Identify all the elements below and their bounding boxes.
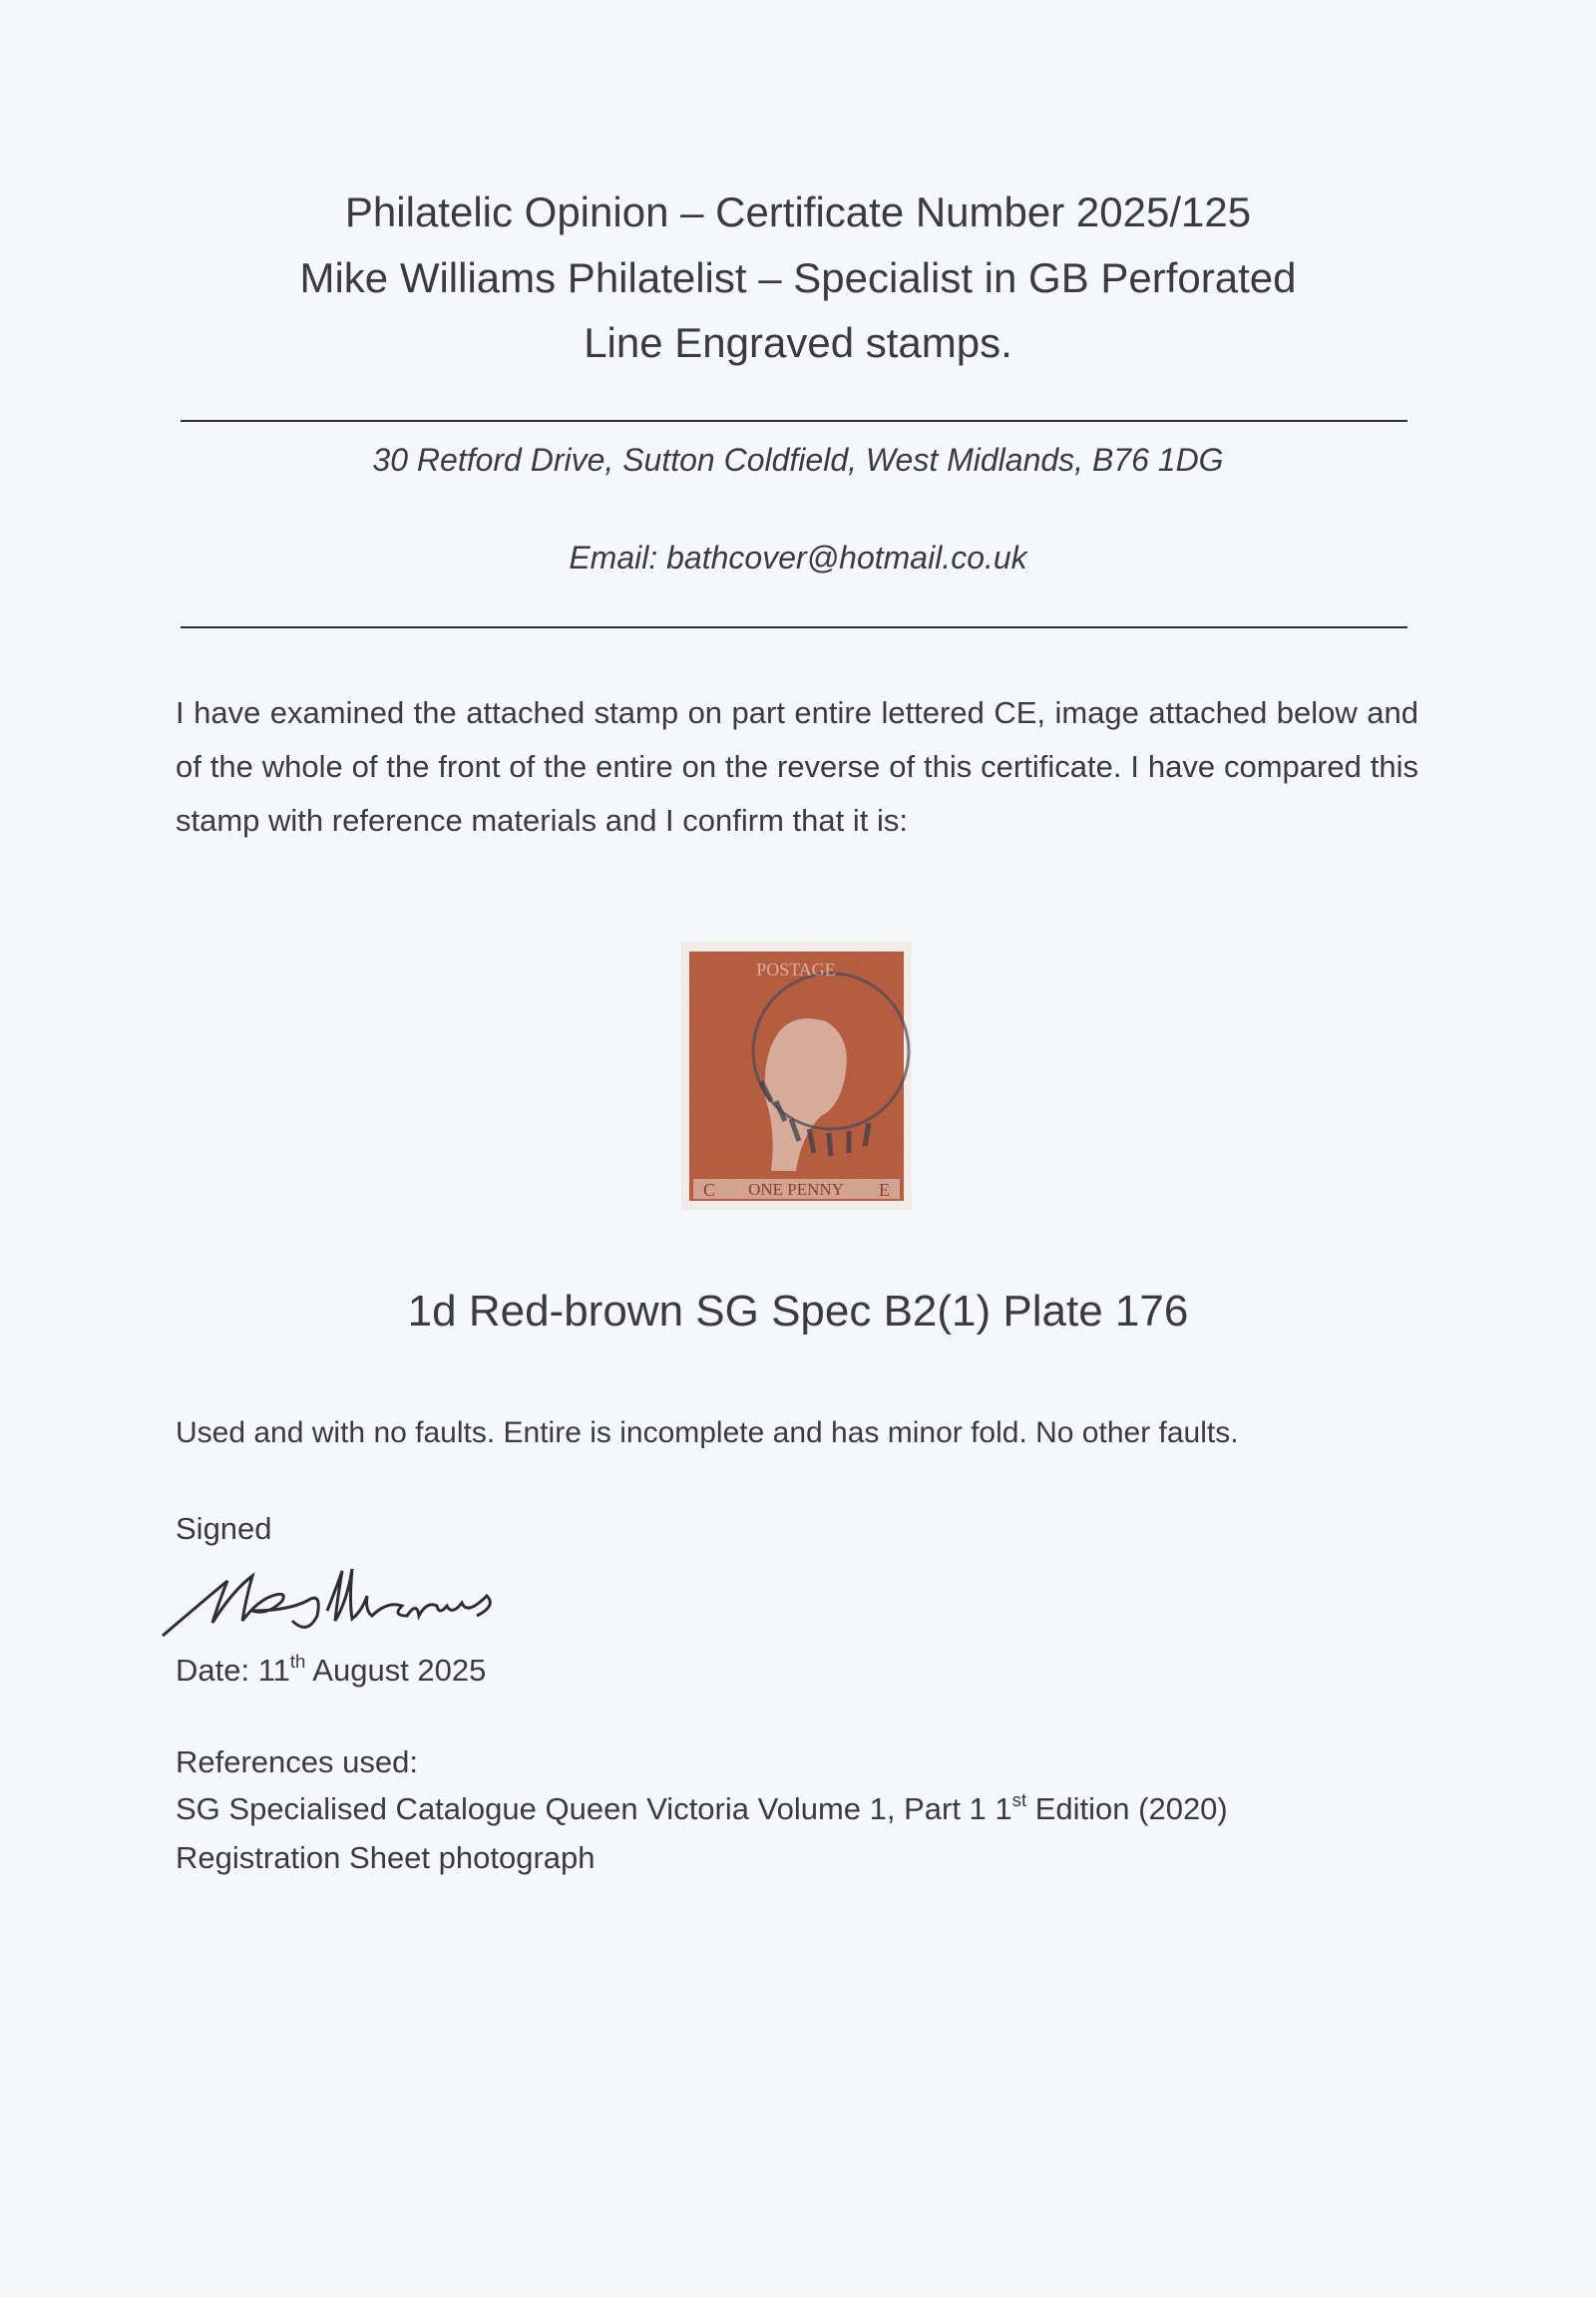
- issuer-specialty: Line Engraved stamps.: [584, 319, 1012, 366]
- opinion-heading: 1d Red-brown SG Spec B2(1) Plate 176: [407, 1287, 1189, 1336]
- reference-catalogue-title: SG Specialised Catalogue Queen Victoria Volume 1, Part 1 1: [176, 1791, 1012, 1826]
- reference-registration: Registration Sheet photograph: [176, 1840, 596, 1875]
- divider-bottom: [181, 626, 1407, 628]
- intro-paragraph: I have examined the attached stamp on part entire lettered CE, image attached below and of the whole of the front of the entire on the reverse of this certificate. I have compared this stamp with reference materials and I confirm that it is:: [176, 695, 1418, 838]
- date-suffix: th: [289, 1650, 306, 1672]
- issuer-line: Mike Williams Philatelist – Specialist in GB Perforated: [299, 254, 1297, 301]
- references-label: References used:: [176, 1744, 418, 1779]
- reference-edition: Edition (2020): [1026, 1791, 1228, 1826]
- divider-top: [181, 420, 1407, 422]
- date-rest: August 2025: [305, 1653, 487, 1688]
- date: [176, 1650, 487, 1689]
- date-day: Date: 11: [176, 1653, 290, 1688]
- reference-sup: st: [1011, 1788, 1027, 1810]
- stamp-top-text: POSTAGE: [756, 959, 836, 979]
- email: Email: bathcover@hotmail.co.uk: [569, 540, 1027, 575]
- certificate-title: Philatelic Opinion – Certificate Number 2025/125: [344, 189, 1252, 235]
- condition-statement: Used and with no faults. Entire is incomplete and has minor fold. No other faults.: [176, 1416, 1239, 1449]
- stamp-image: [681, 942, 912, 1210]
- stamp-bottom-text: ONE PENNY: [748, 1180, 844, 1199]
- signature: [158, 1561, 547, 1646]
- address: 30 Retford Drive, Sutton Coldfield, West Midlands, B76 1DG: [372, 442, 1224, 478]
- stamp-letter-right: E: [879, 1180, 890, 1200]
- signed-label: Signed: [176, 1511, 272, 1546]
- stamp-letter-left: C: [703, 1180, 716, 1200]
- reference-catalogue: [176, 1788, 1228, 1827]
